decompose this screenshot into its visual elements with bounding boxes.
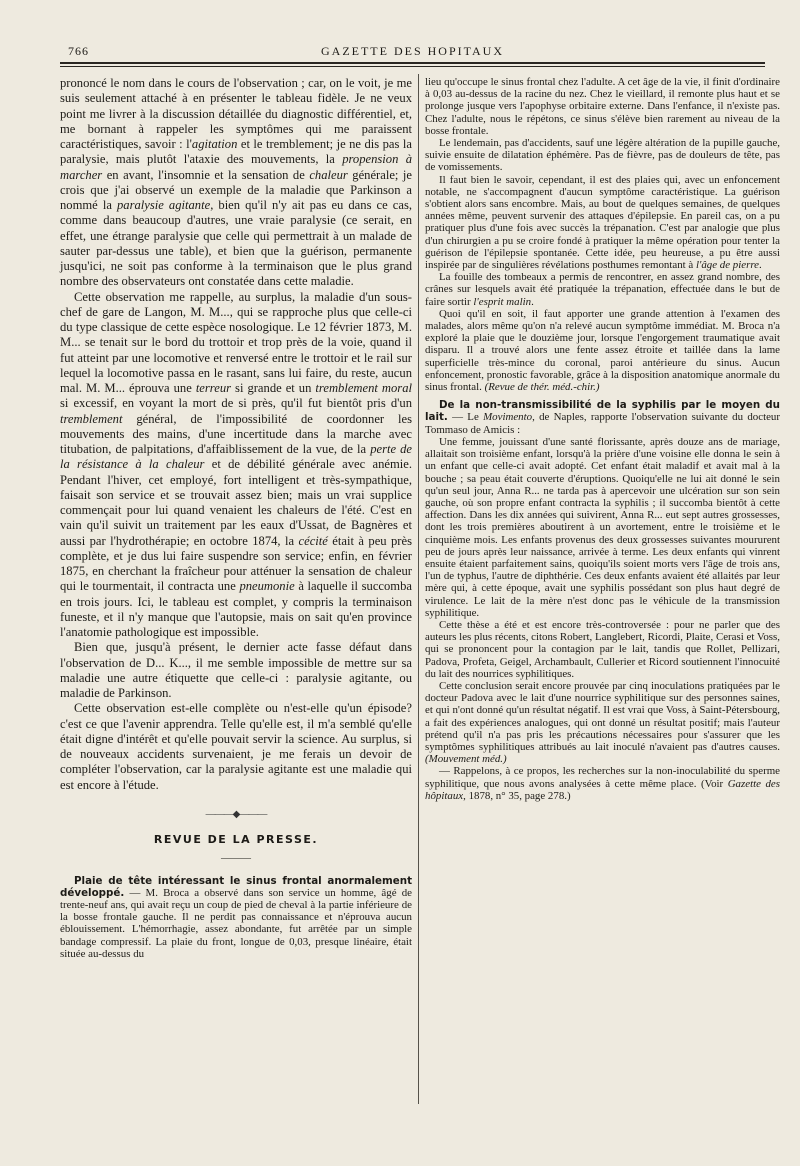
article-heading: De la non-transmissibilité de la syphilis par le moyen du lait. (425, 399, 780, 424)
paragraph: lieu qu'occupe le sinus frontal chez l'adulte. A cet âge de la vie, il finit d'ordinaire à 0,03 au-dessus de la racine du nez. Chez le vieillard, il remonte plus haut et se prolonge jusque vers l'apophyse orbitaire externe. Dans l'enfance, il n'existe pas. Chez l'adulte, nous le répétons, ce sinus s'élève bien rarement au niveau de la bosse frontale. (425, 76, 780, 137)
paragraph: La fouille des tombeaux a permis de rencontrer, en assez grand nombre, des crânes sur lesquels avait été pratiquée la trépanation, effectuée dans le but de faire sortir l'esprit malin. (425, 271, 780, 308)
paragraph: Cette thèse a été et est encore très-controversée : pour ne parler que des auteurs les plus récents, citons Robert, Langlebert, Ricordi, Plaite, Cerasi et Voss, qui se prononcent pour la contagion par le lait, tandis que Rollet, Pellizari, Padova, Profeta, Geigel, Archambault, Cullerier et Ricord soutiennent l'innocuité du lait des nourrices syphilitiques. (425, 618, 780, 680)
paragraph: Le lendemain, pas d'accidents, sauf une légère altération de la pupille gauche, suivie ensuite de dilatation éphémère. Pas de fièvre, pas de douleurs de tête, pas de vomissements. (425, 137, 780, 174)
paragraph: Une femme, jouissant d'une santé florissante, après douze ans de mariage, allaitait son troisième enfant, lorsqu'à la prière d'une voisine elle donna le sein à un enfant que celle-ci avait adopté. Cet enfant était maladif et avait mal à la bouche ; sa peau était couverte d'éruptions. Quoiqu'elle ne lui ait donné le sein qu'un seul jour, Anna R... ne tarda pas à apercevoir une ulcération sur son sein gauche, où son propre enfant contracta la syphilis ; il succomba bientôt à cette affection. Dans les dix années qui suivirent, Anna R... eut sept autres grossesses, dont les trois premières aboutirent à un avortement, entre le troisième et le cinquième mois. Les enfants provenus des deux grossesses suivantes moururent peu de jours après leur naissance, arrivée à terme. Les deux enfants qui vinrent ensuite étaient parfaitement sains, quoiqu'ils soient morts vers l'âge de trois ans, l'un de typhus, l'autre de diphthérie. Ces deux enfants avaient été allaités par leur mère qui, à cette époque, avait une syphilis possédant son plus haut degré de virulence. Le lait de la mère n'est donc pas le véhicule de la transmission syphilitique. (425, 435, 780, 619)
paragraph: Cette observation est-elle complète ou n'est-elle qu'un épisode? c'est ce que l'avenir apprendra. Telle qu'elle est, il m'a semblé qu'elle était digne d'intérêt et qu'elle pouvait servir la science. Au surplus, si de nouveaux accidents survenaient, je me ferais un devoir de compléter l'observation, car la paralysie agitante est une maladie qui est encore à l'étude. (60, 701, 412, 792)
paragraph: Bien que, jusqu'à présent, le dernier acte fasse défaut dans l'observation de D... K..., il me semble impossible de mettre sur sa maladie une autre étiquette que celle-ci : paralysie agitante, ou maladie de Parkinson. (60, 640, 412, 700)
section-heading: REVUE DE LA PRESSE. (153, 833, 319, 846)
paragraph: Cette conclusion serait encore prouvée par cinq inoculations pratiquées par le docteur Padova avec le lait d'une nourrice syphilitique sur des personnes saines, et qui n'ont donné qu'un résultat négatif. Il est vrai que Voss, à Saint-Pétersbourg, a fait des expériences analogues, qui ont donné un résultat positif; mais l'auteur prétend qu'il n'a pas pris les précautions nécessaires pour s'assurer que les symptômes syphilitiques attribués au lait inoculé n'avaient pas d'autres causes. (Mouvement méd.) (425, 679, 780, 766)
header-rule-thick (60, 62, 765, 64)
header-rule-thin (60, 66, 765, 67)
left-column (60, 76, 412, 960)
paragraph: Quoi qu'il en soit, il faut apporter une grande attention à l'examen des malades, alors même qu'on n'a relevé aucun symptôme immédiat. M. Broca n'a exploré la plaie que le douzième jour, lorsque l'engorgement traumatique avait disparu. Il a trouvé alors une fente assez étroite et taillée dans la lame superficielle très-mince du coronal, paroi antérieure du sinus. Aucun enfoncement, pronostic favorable, grâce à la disposition anatomique anormale du sinus frontal. (Revue de thér. méd.-chir.) (425, 307, 780, 394)
section-rule: ——— (221, 853, 251, 865)
column-divider (418, 74, 419, 1104)
separator-ornament: ———◆——— (205, 808, 267, 820)
article-syphilis: De la non-transmissibilité de la syphilis par le moyen du lait. — Le Movimento, de Naples, rapporte l'observation suivante du docteur Tommaso de Amicis : (425, 399, 780, 436)
journal-title: GAZETTE DES HOPITAUX (320, 44, 505, 58)
page-header (60, 44, 765, 64)
page-number: 766 (68, 44, 89, 58)
paragraph: — Rappelons, à ce propos, les recherches sur la non-inoculabilité du sperme syphilitique, que nous avons analysées à cette même place. (Voir Gazette des hôpitaux, 1878, n° 35, page 278.) (425, 765, 780, 802)
paragraph: Il faut bien le savoir, cependant, il est des plaies qui, avec un enfoncement notable, ne s'accompagnent d'aucun symptôme caractéristique. La guérison s'obtient alors sans encombre. Mais, au bout de quelques semaines, de quelques années même, peuvent survenir des attaques d'épilepsie. En pareil cas, on a pu pratiquer plus d'une fois avec succès la trépanation. C'est par analogie que plus d'un chirurgien a pu se croire fondé à pratiquer la même opération pour tenter la guérison de l'épilepsie spontanée. Cette idée, peu heureuse, a pu être aussi inspirée par de singulières révélations posthumes remontant à l'âge de pierre. (425, 173, 780, 272)
article-plaie: Plaie de tête intéressant le sinus frontal anormalement développé. — M. Broca a observé dans son service un homme, âgé de trente-neuf ans, qui avait reçu un coup de pied de cheval à la partie inférieure de la bosse frontale gauche. Il ne perdit pas connaissance et n'éprouva aucun éblouissement. L'hémorrhagie, assez abondante, fut arrêtée par un simple bandage compressif. La plaie du front, longue de 0,03, presque linéaire, était située au-dessus du (60, 874, 412, 960)
paragraph: prononcé le nom dans le cours de l'observation ; car, on le voit, je me suis seulement attaché à en présenter le tableau fidèle. Je ne veux point me livrer à la discussion détaillée du diagnostic différentiel, et, me bornant à rappeler les symptômes qui me paraissent caractéristiques, savoir : l'agitation et le tremblement; je ne dis pas la paralysie, mais plutôt l'ataxie des mouvements, la propension à marcher en avant, l'insomnie et la sensation de chaleur générale; je crois que j'ai observé un exemple de la maladie que Parkinson a nommé la paralysie agitante, bien qu'il n'y ait pas eu dans ce cas, comme dans beaucoup d'autres, une vraie paralysie (ce serait, en effet, une étrange paralysie que celle qui permettrait à un malade de sauter par-dessus une table), et bien que la guérison, permanente jusqu'ici, ne soit pas conforme à la terminaison que le plus grand nombre des observateurs ont constatée dans cette maladie. (60, 76, 413, 289)
right-column (425, 76, 780, 802)
paragraph: Cette observation me rappelle, au surplus, la maladie d'un sous-chef de gare de Langon, M. M..., qui se rapproche plus que celle-ci du type classique de cette espèce nosologique. Le 12 février 1873, M. M... se tenait sur le bord du trottoir et trop près de la voie, quand il fut atteint par une locomotive et renversé entre le trottoir et le rail sur lequel la locomotive passa en le rasant, sans lui faire, du reste, aucun mal. M. M... éprouva une terreur si grande et un tremblement moral si excessif, en voyant la mort de si près, qu'il fut bientôt pris d'un tremblement général, de l'impossibilité de coordonner les mouvements des mains, d'une incertitude dans la marche avec titubation, de palpitations, d'affaiblissement de la vue, de la perte de la résistance à la chaleur et de débilité générale avec anémie. Pendant l'hiver, cet employé, fort intelligent et très-sympathique, faisait son service et se trouvait assez bien; mais un vrai supplice commençait pour lui quand venaient les chaleurs de l'été. C'est en vain qu'il suivit un traitement par les eaux d'Ussat, de Bagnères et aussi par l'hydrothérapie; en octobre 1874, la cécité était à peu près complète, et je dus lui faire suspendre son service; enfin, en février 1875, en cherchant la fraîcheur pour atténuer la sensation de chaleur qui le tourmentait, il contracta une pneumonie à laquelle il succomba en trois jours. Ici, le tableau est complet, y compris la terminaison funeste, et il n'y manque que l'autopsie, mais on sait qu'en province l'anatomie pathologique est impossible. (60, 289, 412, 639)
article-heading: Plaie de tête intéressant le sinus frontal anormalement développé. (60, 874, 412, 899)
